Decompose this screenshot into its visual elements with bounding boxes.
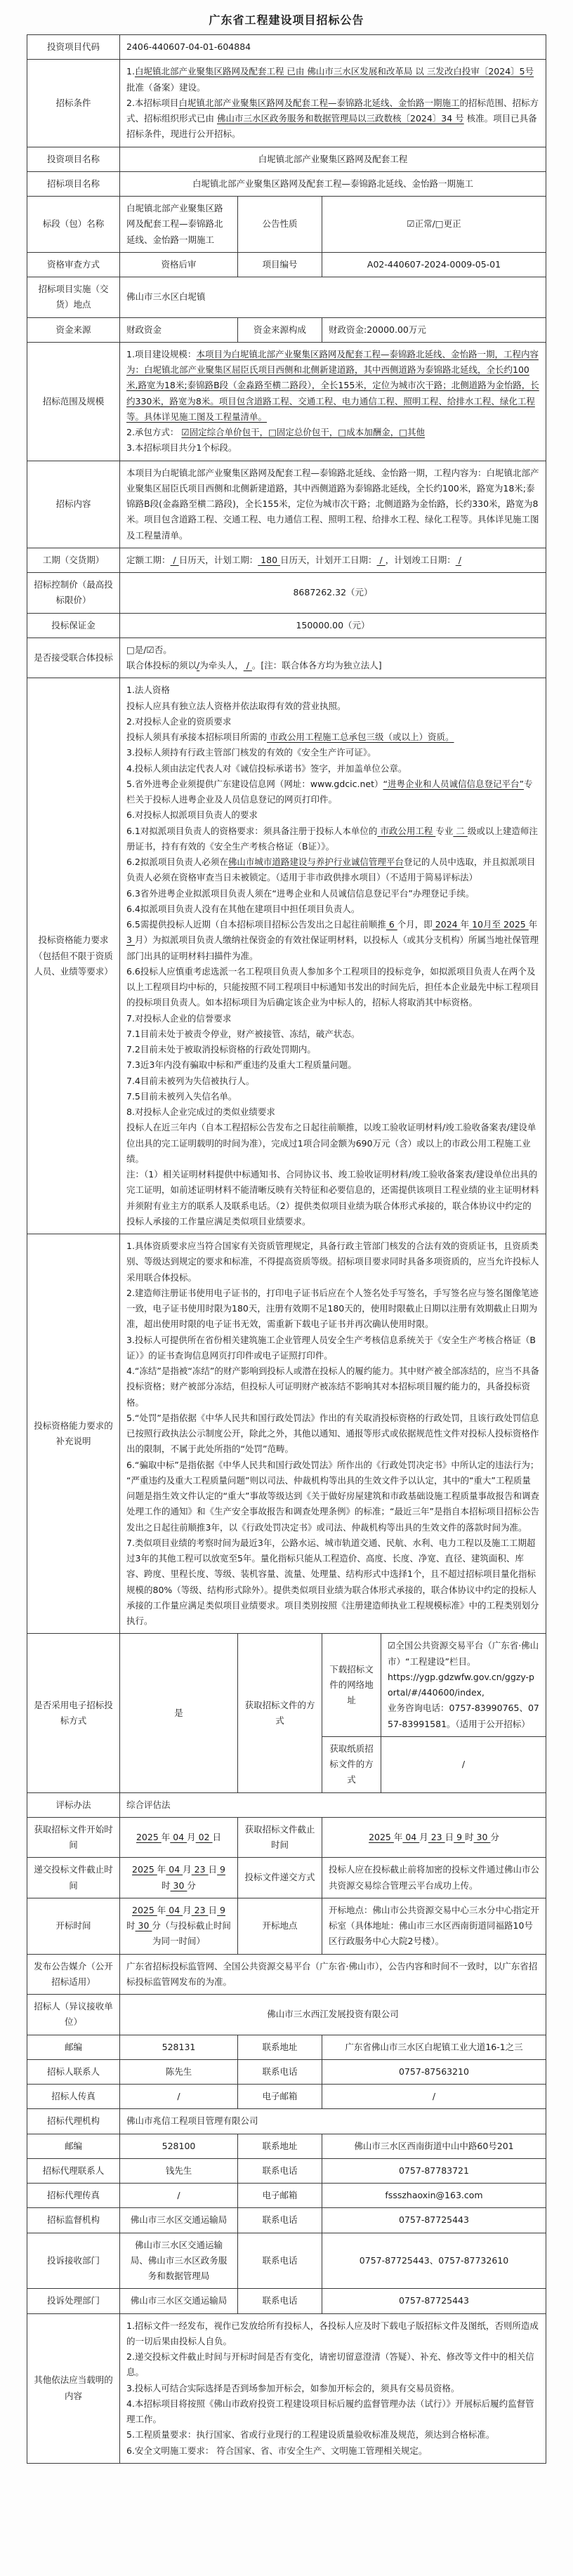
text-segment: 2.承包方式： bbox=[126, 427, 182, 437]
text-segment: 的招标范围、招标方式、招标组织形式已由 bbox=[126, 97, 539, 124]
filled-blank-text: 2025 bbox=[503, 919, 529, 930]
table-row bbox=[27, 1792, 546, 1817]
paragraph: 本项目为白坭镇北部产业聚集区路网及配套工程—泰锦路北延线、金怡路一期，工程内容为：白坭镇北部产业聚集区屈臣氏项目西侧和北侧新建道路，其中西侧道路为泰锦路北延线，全长约100米，路宽为18米;泰锦路B段(金淼路至横二路段)，全长155米，定位为城市次干路；北侧道路为金怡路，长约330米，路宽为8米。项目包含道路工程、交通工程、电力通信工程、照明工程、给排水工程、绿化工程等。具体详见施工图及工程量清单。 bbox=[126, 467, 539, 541]
row-label: 招标代理传真 bbox=[27, 2184, 120, 2208]
paragraph bbox=[126, 64, 539, 95]
paragraph: 3.本招标项目共分1个标段。 bbox=[126, 442, 237, 454]
row-value: A02-440607-2024-0009-05-01 bbox=[322, 252, 546, 277]
text-segment: 时 bbox=[465, 1831, 474, 1842]
row-label: 电子邮箱 bbox=[238, 2085, 322, 2109]
row-value: 财政资金 bbox=[120, 317, 238, 342]
row-label: 评标办法 bbox=[27, 1792, 120, 1817]
text-segment: ，计划竣工日期： bbox=[385, 554, 456, 565]
table-row bbox=[27, 2233, 546, 2289]
table-row bbox=[27, 171, 546, 196]
text-segment: 6.2拟派项目负责人必须在 bbox=[126, 857, 228, 867]
text-segment: 个月，即 bbox=[397, 919, 433, 930]
row-label: 招标范围及规模 bbox=[27, 342, 120, 461]
row-value: 2406-440607-04-01-604884 bbox=[120, 35, 546, 60]
paragraph: 7.1目前未处于被责令停业，财产被接管、冻结，破产状态。 bbox=[126, 1028, 360, 1039]
text-segment: 核准。项目已具备招标条件，现进行公开招标。 bbox=[126, 113, 537, 140]
text-segment: 6.1对拟派项目负责人的资格要求：须具备注册于投标人本单位的 bbox=[126, 825, 378, 836]
row-label: 联系地址 bbox=[238, 2035, 322, 2059]
row-label: 招标条件 bbox=[27, 60, 120, 147]
text-segment: 专业 bbox=[435, 825, 454, 836]
row-label: 联系电话 bbox=[238, 2059, 322, 2084]
filled-blank-text: / bbox=[455, 554, 461, 565]
paragraph: 1.招标文件一经发布，视作已发放给所有投标人，各投标人应及时下载电子版招标文件及图纸，否则所造成的一切后果由投标人自负。 bbox=[126, 2320, 539, 2346]
paragraph: 6.“骗取中标”是指依据《中华人民共和国行政处罚法》所作出的《行政处罚决定书》中所认定的违法行为；“严重违约及重大工程质量问题”则以司法、仲裁机构等出具的生效文件予以认定，其中的“重大”工程质量问题是指生效文件认定的“重大”事故等级达到《关于做好房屋建筑和市政基础设施工程质量事故报告和调查处理工作的通知》和《生产安全事故报告和调查处理条例》的标准；“最近三年”是指自本招标项目招标公告发出之日起往前顺推3年，以《行政处罚决定书》或司法、仲裁机构等出具的生效文件的落款时间为准。 bbox=[126, 1459, 539, 1533]
paragraph: ☑全国公共资源交易平台（广东省·佛山市）“工程建设”栏目。 bbox=[388, 1640, 539, 1667]
row-label: 工期（交货期） bbox=[27, 548, 120, 572]
table-row bbox=[27, 60, 546, 147]
text-segment: 日历天，计划工期： bbox=[178, 554, 258, 565]
text-segment: 1.项目建设规模： bbox=[126, 348, 197, 359]
text-segment: 日 bbox=[212, 1831, 222, 1842]
filled-blank-text: / bbox=[243, 660, 252, 671]
table-row bbox=[27, 1898, 546, 1954]
row-value bbox=[120, 638, 546, 678]
row-value: 资格后审 bbox=[120, 252, 238, 277]
paragraph: 2.对投标人企业的资质要求 bbox=[126, 715, 232, 727]
row-label: 投诉接收部门 bbox=[27, 2233, 120, 2289]
row-label: 联系电话 bbox=[238, 2158, 322, 2183]
table-row bbox=[27, 342, 546, 461]
row-value: 白坭镇北部产业聚集区路网及配套工程—泰锦路北延线、金怡路一期施工 bbox=[120, 171, 546, 196]
row-value: 佛山市三水西江发展投资有限公司 bbox=[120, 1995, 546, 2035]
row-label: 招标控制价（最高投标限价） bbox=[27, 573, 120, 614]
filled-blank-text: 9 bbox=[454, 1831, 466, 1842]
paragraph: 4.投标人须由法定代表人对《诚信投标承诺书》签字，并加盖单位公章。 bbox=[126, 762, 407, 774]
paragraph: 7.对投标人企业的信誉要求 bbox=[126, 1012, 232, 1024]
paragraph: 6.6投标人应慎重考虑选派一名工程项目负责人参加多个工程项目的投标竞争，如拟派项目负责人在两个及以上工程项目均中标的，只能按照不同工程项目中标通知书发出的时间先后，担任本企业最先中标工程项目的投标项目负责人。如本招标项目为后确定该企业为中标人的，招标人将取消其中标资格。 bbox=[126, 965, 539, 1008]
text-segment: 1. bbox=[126, 66, 135, 77]
table-row bbox=[27, 638, 546, 678]
row-label: 资金来源构成 bbox=[238, 317, 322, 342]
text-segment: 投标人须具有承接本招标项目所需的 bbox=[126, 732, 268, 742]
row-value bbox=[381, 1634, 546, 1737]
paragraph: 3.投标人可提供所在省份相关建筑施工企业管理人员安全生产考核信息系统关于《安全生产考核合格证（B证）》的证书查询信息网页打印件或电子证照打印件。 bbox=[126, 1334, 536, 1361]
table-row bbox=[27, 1858, 546, 1898]
row-value bbox=[120, 342, 546, 461]
row-value: 佛山市三水区西南街道中山中路60号201 bbox=[322, 2134, 546, 2158]
paragraph: 4.“冻结”是指被“冻结”的财产影响到投标人或潜在投标人的履约能力。其中财产被全部冻结的，应当不具备投标资格；财产被部分冻结，但投标人可证明财产被冻结不影响其对本招标项目履约能力的，具备投标资格。 bbox=[126, 1366, 539, 1408]
text-segment: 年 bbox=[161, 1831, 171, 1842]
filled-blank-text: 白坭镇北部产业聚集区路网及配套工程—泰锦路北延线、金怡路一期施工 bbox=[178, 97, 460, 108]
filled-blank-text: 本项目为白坭镇北部产业聚集区路网及配套工程—泰锦路北延线、金怡路一期，工程内容为：白坭镇北部产业聚集区屈臣氏项目西侧和北侧新建道路，其中西侧道路为泰锦路北延线，全长约100米,路宽为18米;泰锦路B段（金淼路至横二路段），全长155米，定位为城市次干路；北侧道路为金怡路，长约330米，路宽为8米。项目包含道路工程、交通工程、电力通信工程、照明工程、给排水工程、绿化工程等。具体详见施工图及工程量清单。 bbox=[126, 348, 539, 422]
row-value: 综合评估法 bbox=[120, 1792, 546, 1817]
paragraph: 1.具体资质要求应当符合国家有关资质管理规定，具备行政主管部门核发的合法有效的资质证书，且资质类别、等级达到规定的要求和标准，不得提高资质等级。招标项目要求同时具备多项资质的，应当允许投标人采用联合体投标。 bbox=[126, 1241, 539, 1283]
filled-blank-text: 04 bbox=[166, 1904, 183, 1915]
table-row bbox=[27, 35, 546, 60]
filled-blank-text: 佛山市三水区政务服务和数据管理局以三政数核〔2024〕34 号 bbox=[216, 113, 464, 124]
row-label: 联系电话 bbox=[238, 2208, 322, 2233]
text-segment: 2.本招标项目 bbox=[126, 97, 179, 108]
table-row bbox=[27, 2208, 546, 2233]
filled-blank-text: 30 bbox=[473, 1831, 491, 1842]
text-segment: 日 bbox=[208, 1864, 218, 1875]
paragraph: 6.3省外进粤企业拟派项目负责人须在“进粤企业和人员诚信信息登记平台”办理登记手续。 bbox=[126, 887, 475, 899]
row-value bbox=[120, 1817, 238, 1858]
text-segment: 5.省外进粤企业须提供广东建设信息网（网址：www.gdcic.net） bbox=[126, 778, 383, 789]
filled-blank-text: 2025 bbox=[132, 1904, 157, 1915]
row-value: 广东省招标投标监管网、全国公共资源交易平台（广东省·佛山市），公告内容和时间不一致时，以广东省招标投标监管网发布的为准。 bbox=[120, 1954, 546, 1995]
table-row bbox=[27, 461, 546, 548]
text-segment: 联合体投标的须以 bbox=[126, 660, 197, 671]
paragraph bbox=[126, 658, 539, 673]
row-value: 528131 bbox=[120, 2035, 238, 2059]
table-row bbox=[27, 317, 546, 342]
filled-blank-text: / bbox=[197, 660, 200, 671]
paragraph: 2.递交投标文件截止时间与开标时间是否有变化，请密切留意澄清（答疑）、补充、修改等文件中的相关信息。 bbox=[126, 2351, 534, 2378]
paragraph: 2.建造师注册证书使用电子证书的，打印电子证书后应在个人签名处手写签名，手写签名应与签名图像笔迹一致，电子证书使用时限为180天，注册有效期不足180天的，使用时限截止日期以注册有效期截止日期为准，超出使用时限的电子证书无效，需重新下载电子证书并再次确认使用时限。 bbox=[126, 1287, 539, 1330]
row-value: 广东省佛山市三水区白坭镇工业大道16-1之三 bbox=[322, 2035, 546, 2059]
table-row bbox=[27, 2289, 546, 2313]
row-label: 开标地点 bbox=[238, 1898, 322, 1954]
text-segment: 时 bbox=[126, 1920, 136, 1931]
table-row bbox=[27, 1817, 546, 1858]
filled-blank-text: 23 bbox=[191, 1864, 209, 1875]
paragraph: 投标人应具有独立法人资格并依法取得有效的营业执照。 bbox=[126, 700, 346, 711]
paragraph: 3.投标人须持有行政主管部门核发的有效的《安全生产许可证》。 bbox=[126, 747, 376, 758]
paragraph: 5.工程质量要求：执行国家、省或行业现行的工程建设质量验收标准及规范，须达到合格标准。 bbox=[126, 2429, 495, 2440]
text-segment: 登记的人员中选取，并且拟派项目负责人必须在资格审查当日未被锁定。（适用于非市政供排水项目）（不适用于简易评标法） bbox=[126, 857, 536, 883]
paragraph: 7.5目前未被列入失信名单。 bbox=[126, 1090, 237, 1102]
row-label: 投标文件递交方式 bbox=[238, 1858, 322, 1898]
table-row bbox=[27, 678, 546, 1234]
row-value: 白坭镇北部产业聚集区路网及配套工程 bbox=[120, 147, 546, 171]
row-label: 资格审查方式 bbox=[27, 252, 120, 277]
row-label: 邮编 bbox=[27, 2134, 120, 2158]
row-value bbox=[120, 1858, 238, 1898]
text-segment: 年 bbox=[157, 1904, 166, 1915]
filled-blank-text: 04 bbox=[170, 1831, 187, 1842]
filled-blank-text: 02 bbox=[195, 1831, 213, 1842]
paragraph: □是/☑否。 bbox=[126, 644, 172, 655]
filled-blank-text: 白坭镇北部产业聚集区路网及配套工程 已由 佛山市三水区发展和改革局 以 三发改白投审〔2024〕5号 bbox=[134, 66, 534, 77]
filled-blank-text: 23 bbox=[191, 1904, 209, 1915]
filled-blank-text: 30 bbox=[170, 1880, 187, 1891]
text-segment: 6.5需提供投标人近期（自本招标项目招标公告发出之日起往前顺推 bbox=[126, 919, 386, 930]
text-segment: 定额工期： bbox=[126, 554, 171, 565]
text-segment: 日历天，计划开工日期： bbox=[280, 554, 377, 565]
row-label: 标段（包）名称 bbox=[27, 197, 120, 253]
row-value: 0757-87725443 bbox=[322, 2289, 546, 2313]
table-row bbox=[27, 573, 546, 614]
row-value: 8687262.32（元） bbox=[120, 573, 546, 614]
paragraph: 业务咨询电话：0757-83990765、0757-83991581。（适用于公开招标） bbox=[388, 1703, 539, 1729]
table-row bbox=[27, 2158, 546, 2183]
row-value: 钱先生 bbox=[120, 2158, 238, 2183]
paragraph bbox=[126, 425, 539, 440]
text-segment: 为牵头人， bbox=[199, 660, 244, 671]
filled-blank-text: 180 bbox=[258, 554, 281, 565]
row-value: / bbox=[120, 2184, 238, 2208]
row-value: / bbox=[120, 2085, 238, 2109]
row-label: 获取招标文件开始时间 bbox=[27, 1817, 120, 1858]
row-label: 投标资格能力要求的补充说明 bbox=[27, 1234, 120, 1634]
row-value: 财政资金:20000.00万元 bbox=[322, 317, 546, 342]
paragraph: 6.安全文明施工要求： 符合国家、省、市安全生产、文明施工管理相关规定。 bbox=[126, 2445, 428, 2456]
paragraph bbox=[126, 95, 539, 143]
text-segment: 年 bbox=[528, 919, 538, 930]
row-label: 发布公告媒介（公开招标适用） bbox=[27, 1954, 120, 1995]
row-value: 陈先生 bbox=[120, 2059, 238, 2084]
row-value: 0757-87725443 bbox=[322, 2208, 546, 2233]
paragraph bbox=[126, 553, 539, 568]
filled-blank-text: 30 bbox=[135, 1920, 152, 1931]
row-value: 佛山市三水区交通运输局 bbox=[120, 2289, 238, 2313]
tender-announcement-table bbox=[27, 34, 546, 2464]
paragraph: 3.投标人可结合实际选择是否到场参加开标会，如参加开标会的，须具有交易员资格。 bbox=[126, 2382, 460, 2393]
table-row bbox=[27, 2085, 546, 2109]
row-label: 资金来源 bbox=[27, 317, 120, 342]
row-label: 投标资格能力要求（包括但不限于资质人员、业绩等要求） bbox=[27, 678, 120, 1234]
table-row bbox=[27, 548, 546, 572]
row-label: 联系地址 bbox=[238, 2134, 322, 2158]
row-label: 招标项目实施（交货）地点 bbox=[27, 277, 120, 318]
text-segment: 分（与投标截止时间为同一时间） bbox=[152, 1920, 231, 1947]
row-label: 招标代理机构 bbox=[27, 2109, 120, 2134]
row-value: 528100 bbox=[120, 2134, 238, 2158]
text-segment: 。[注：联合体各方均为独立法人] bbox=[251, 660, 382, 671]
filled-blank-text: 3 bbox=[126, 934, 135, 946]
paragraph: 5.“处罚”是指依据《中华人民共和国行政处罚法》作出的有关取消投标资格的行政处罚，且该行政处罚信息已按照行政执法公示制度公开，除此之外，其他以通知、通报等形式或依据规范性文件对投标人投标资格作出的限制，不属于此处所指的“处罚”范畴。 bbox=[126, 1412, 539, 1455]
row-label: 下载招标文件的网络地址 bbox=[322, 1634, 381, 1737]
row-value: 0757-87783721 bbox=[322, 2158, 546, 2183]
row-value: 佛山市三水区交通运输局 bbox=[120, 2208, 238, 2233]
paragraph bbox=[126, 854, 539, 886]
table-row bbox=[27, 2059, 546, 2084]
row-value: 白坭镇北部产业聚集区路网及配套工程—泰锦路北延线、金怡路一期施工 bbox=[120, 197, 238, 253]
row-label: 公告性质 bbox=[238, 197, 322, 253]
text-segment: 分 bbox=[187, 1880, 196, 1891]
paragraph bbox=[126, 824, 539, 855]
table-row bbox=[27, 2035, 546, 2059]
row-label: 其他依法应当载明的内容 bbox=[27, 2313, 120, 2463]
row-value: 0757-87725443、0757-87732610 bbox=[322, 2233, 546, 2289]
table-row bbox=[27, 197, 546, 253]
table-row bbox=[27, 1954, 546, 1995]
text-segment: 分 bbox=[490, 1831, 499, 1842]
row-label: 邮编 bbox=[27, 2035, 120, 2059]
table-row bbox=[27, 1234, 546, 1634]
row-value: 佛山市兆信工程项目管理有限公司 bbox=[120, 2109, 546, 2134]
row-value: 是 bbox=[120, 1634, 238, 1792]
text-segment: 月 bbox=[187, 1831, 196, 1842]
text-segment: 月 bbox=[183, 1864, 192, 1875]
row-value bbox=[381, 1736, 546, 1792]
table-row bbox=[27, 613, 546, 638]
row-label: 招标人（异议接收单位） bbox=[27, 1995, 120, 2035]
paragraph bbox=[126, 729, 539, 745]
row-value bbox=[322, 1817, 546, 1858]
row-value: 开标地点：佛山市公共资源交易中心三水分中心指定开标室（具体地址：佛山市三水区西南街道同福路10号区行政服务中心大院2号楼）。 bbox=[322, 1898, 546, 1954]
text-segment: 时 bbox=[162, 1880, 171, 1891]
text-segment: 日 bbox=[444, 1831, 454, 1842]
row-label: 是否接受联合体投标 bbox=[27, 638, 120, 678]
text-segment: 月 bbox=[419, 1831, 428, 1842]
paragraph: 4.本招标项目将按照《佛山市政府投资工程建设项目标后履约监督管理办法（试行）》开展标后履约监督管理工作。 bbox=[126, 2398, 534, 2424]
row-label: 获取纸质招标文件的方式 bbox=[322, 1736, 381, 1792]
paragraph: 注：（1）相关证明材料提供中标通知书、合同协议书、竣工验收证明材料/竣工验收备案表/建设单位出具的完工证明，如前述证明材料不能清晰反映有关特征和必要信息的，还需提供该项目工程业绩的业主证明材料并须附有业主方的联系人及联系电话。（2）提供类似项目业绩为联合体形式承接的，联合体协议中约定的投标人承接的工作量应满足类似项目业绩要求。 bbox=[126, 1169, 539, 1227]
row-label: 投资项目名称 bbox=[27, 147, 120, 171]
page-title: 广东省工程建设项目招标公告 bbox=[209, 13, 364, 27]
paragraph: / bbox=[461, 1759, 466, 1769]
row-label: 联系电话 bbox=[238, 2289, 322, 2313]
row-label: 招标监督机构 bbox=[27, 2208, 120, 2233]
table-row bbox=[27, 252, 546, 277]
table-row bbox=[27, 277, 546, 318]
filled-blank-text: 二 bbox=[453, 825, 468, 836]
row-value bbox=[120, 60, 546, 147]
table-row bbox=[27, 2134, 546, 2158]
text-segment: 月 bbox=[183, 1904, 192, 1915]
row-value bbox=[120, 461, 546, 548]
row-label: 电子邮箱 bbox=[238, 2184, 322, 2208]
row-label: 获取招标文件截止时间 bbox=[238, 1817, 322, 1858]
text-segment: 月）为拟派项目负责人缴纳社保资金的有效社保证明材料，以投标人（或其分支机构）所属当地社保管理部门出具的证明材料扫描件为准。 bbox=[126, 934, 539, 961]
row-value bbox=[120, 1234, 546, 1634]
filled-blank-text: 23 bbox=[428, 1831, 445, 1842]
table-row bbox=[27, 147, 546, 171]
filled-blank-text: 6 bbox=[386, 919, 397, 930]
paragraph: 6.对投标人拟派项目负责人的要求 bbox=[126, 810, 258, 821]
row-value: fssszhaoxin@163.com bbox=[322, 2184, 546, 2208]
row-label: 招标项目名称 bbox=[27, 171, 120, 196]
row-label: 投资项目代码 bbox=[27, 35, 120, 60]
row-value bbox=[120, 548, 546, 572]
filled-blank-text: “进粤企业和人员诚信信息登记平台” bbox=[383, 778, 524, 789]
filled-blank-text: 市政公用工程施工总承包三级（或以上）资质。 bbox=[267, 732, 454, 742]
filled-blank-text: 10月至 bbox=[469, 919, 503, 930]
paragraph: 1.法人资格 bbox=[126, 685, 170, 696]
filled-blank-text: 2024 bbox=[432, 919, 461, 930]
text-segment: 年 bbox=[157, 1864, 166, 1875]
text-segment: 日 bbox=[208, 1904, 218, 1915]
row-label: 投标保证金 bbox=[27, 613, 120, 638]
table-row bbox=[27, 1634, 546, 1737]
filled-blank-text: 市政公用工程 bbox=[377, 825, 436, 836]
filled-blank-text: 04 bbox=[166, 1864, 183, 1875]
row-value: 投标人应在投标截止前将加密的投标文件通过佛山市公共资源交易综合管理云平台成功上传。 bbox=[322, 1858, 546, 1898]
row-label: 招标内容 bbox=[27, 461, 120, 548]
row-label: 招标人传真 bbox=[27, 2085, 120, 2109]
table-row bbox=[27, 1995, 546, 2035]
paragraph: 8.对投标人企业完成过的类似业绩要求 bbox=[126, 1107, 275, 1117]
filled-blank-text: 2025 bbox=[369, 1831, 394, 1842]
row-value bbox=[120, 1898, 238, 1954]
text-segment: 年 bbox=[393, 1831, 403, 1842]
paragraph: 7.类似项目业绩的考察时间为最近3年，公路水运、城市轨道交通、民航、水利、电力工程以及施工工期超过3年的其他工程可以放宽至5年。量化指标只能从工程造价、高度、长度、净宽、直径、建筑面积、库容、跨度、里程长度、等级、装机容量、流量、处理量、结构形式中选择1个，且不超过招标项目量化指标规模的80%（等级、结构形式除外）。提供类似项目业绩为联合体形式承接的，联合体协议中约定的投标人承接的工作量应满足类似项目业绩要求。项目类别按照《注册建造师执业工程规模标准》中的工程类别划分执行。 bbox=[126, 1537, 539, 1626]
table-body bbox=[27, 35, 546, 2464]
text-segment: 专栏关于投标人进粤企业及人员信息登记的网页打印件。 bbox=[126, 778, 533, 805]
table-row bbox=[27, 2109, 546, 2134]
filled-blank-text: 2025 bbox=[136, 1831, 162, 1842]
paragraph bbox=[126, 777, 539, 808]
table-row bbox=[27, 2313, 546, 2463]
row-label: 联系电话 bbox=[238, 2233, 322, 2289]
row-label: 递交投标文件截止时间 bbox=[27, 1858, 120, 1898]
text-segment: 级或以上建造师注册证书，持有有效的《安全生产考核合格证（B证）》。 bbox=[126, 825, 538, 852]
row-value bbox=[120, 678, 546, 1234]
row-value: 150000.00（元） bbox=[120, 613, 546, 638]
filled-blank-text: ☑固定综合单价包干，□固定总价包干，□成本加酬金，□其他 bbox=[181, 427, 426, 437]
paragraph: 7.2目前未处于被取消投标资格的行政处罚期内。 bbox=[126, 1044, 316, 1055]
text-segment: 批准（备案）建设。 bbox=[126, 81, 206, 93]
filled-blank-text: / bbox=[376, 554, 386, 565]
row-value: 佛山市三水区白坭镇 bbox=[120, 277, 546, 318]
paragraph: https://ygp.gdzwfw.gov.cn/ggzy-portal/#/440600/index, bbox=[388, 1671, 534, 1698]
row-label: 投诉处理部门 bbox=[27, 2289, 120, 2313]
row-label: 招标人联系人 bbox=[27, 2059, 120, 2084]
row-label: 获取招标文件的方式 bbox=[238, 1634, 322, 1792]
filled-blank-text: 9 bbox=[217, 1864, 225, 1875]
row-value: 佛山市三水区交通运输局、佛山市三水区政务服务和数据管理局 bbox=[120, 2233, 238, 2289]
paragraph: 7.4目前未被列为失信被执行人。 bbox=[126, 1075, 255, 1086]
table-row bbox=[27, 2184, 546, 2208]
paragraph: 7.3近3年内没有骗取中标和严重违约及重大工程质量问题。 bbox=[126, 1059, 357, 1071]
paragraph: 投标人在近三年内（自本工程招标公告发布之日起往前顺推，以竣工验收证明材料/竣工验收备案表/建设单位出具的完工证明载明的时间为准），完成过1项合同金额为690万元（含）或以上的市政公用工程施工业绩。 bbox=[126, 1122, 536, 1164]
row-value: / bbox=[322, 2085, 546, 2109]
row-label: 开标时间 bbox=[27, 1898, 120, 1954]
text-segment: 年 bbox=[460, 919, 470, 930]
filled-blank-text: 2025 bbox=[132, 1864, 157, 1875]
filled-blank-text: / bbox=[170, 554, 179, 565]
row-value: ☑正常/□更正 bbox=[322, 197, 546, 253]
row-value bbox=[120, 2313, 546, 2463]
row-label: 是否采用电子招标投标方式 bbox=[27, 1634, 120, 1792]
paragraph bbox=[126, 917, 539, 964]
filled-blank-text: 04 bbox=[402, 1831, 420, 1842]
filled-blank-text: 9 bbox=[217, 1904, 225, 1915]
paragraph: 6.4拟派项目负责人没有在其他在建项目中担任项目负责人。 bbox=[126, 903, 360, 914]
filled-blank-text: 佛山市城市道路建设与养护行业诚信管理平台 bbox=[228, 857, 404, 867]
row-label: 招标代理联系人 bbox=[27, 2158, 120, 2183]
row-label: 项目编号 bbox=[238, 252, 322, 277]
row-value: 0757-87563210 bbox=[322, 2059, 546, 2084]
paragraph bbox=[126, 347, 539, 425]
